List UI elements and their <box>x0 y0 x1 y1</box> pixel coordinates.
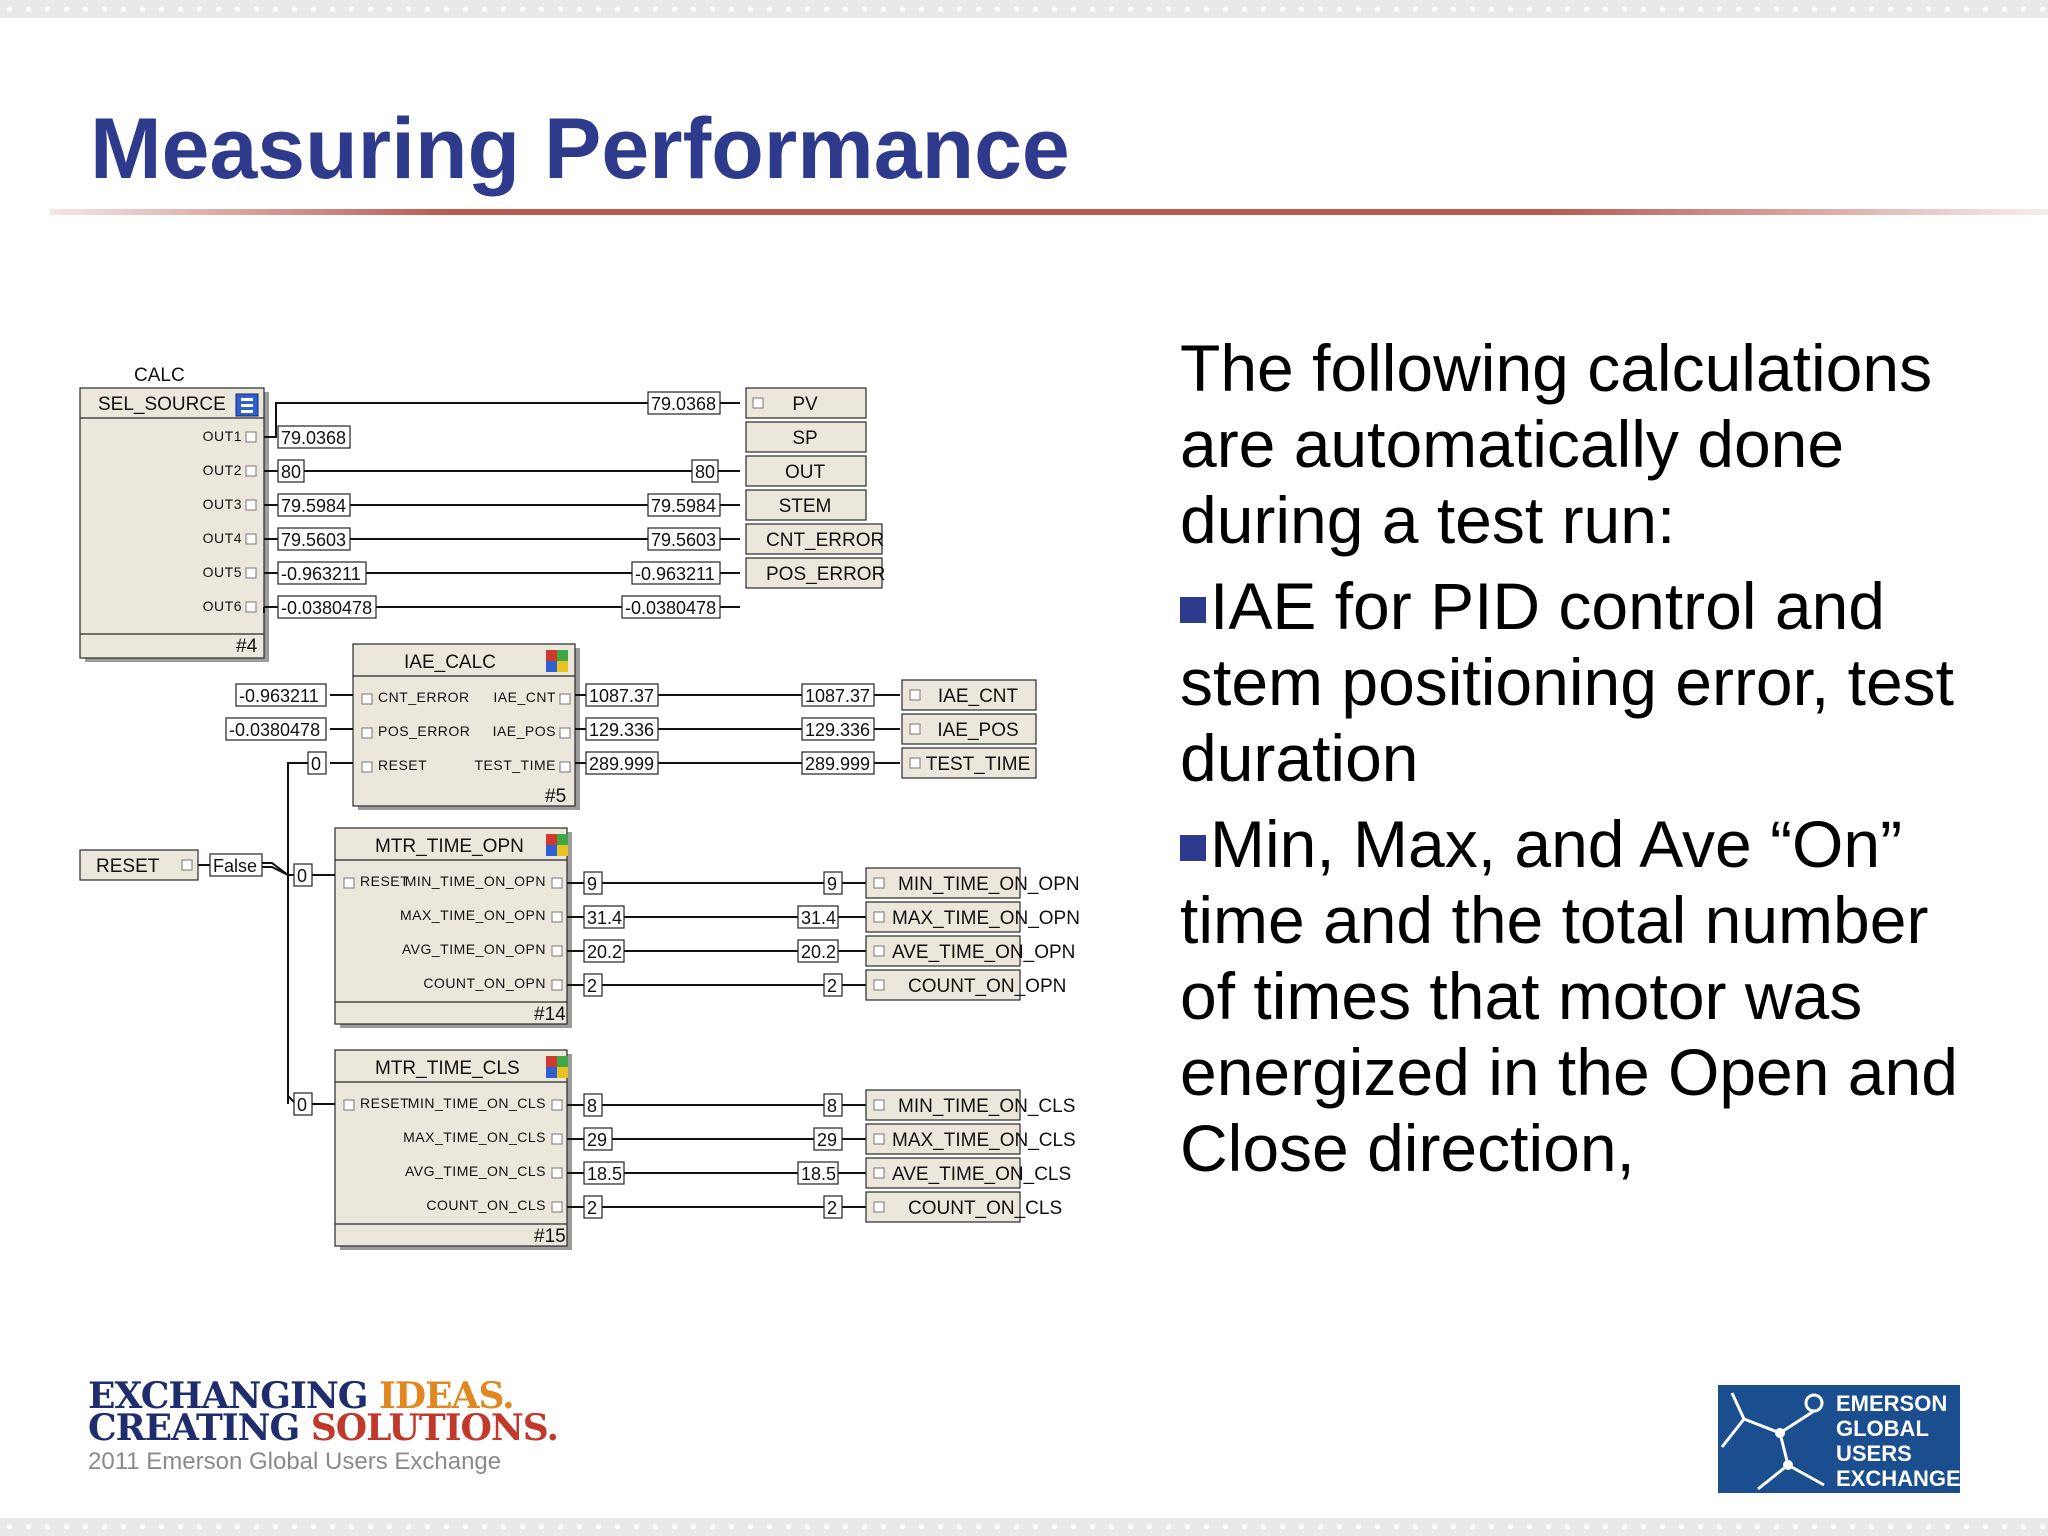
logo-line-2: CREATING SOLUTIONS. <box>88 1407 559 1449</box>
mtr-time-cls-name: MTR_TIME_CLS <box>375 1058 520 1079</box>
output-iae-pos-label: IAE_POS <box>937 720 1019 741</box>
ave-time-on-cls-value: 18.5 <box>801 1164 837 1184</box>
min-time-on-cls-value: 8 <box>827 1096 838 1116</box>
iae-in-pos-error-value: -0.0380478 <box>229 720 321 740</box>
mtr-cls-port-reset: RESET <box>360 1095 410 1111</box>
mtr-cls-min-value: 8 <box>587 1096 598 1116</box>
output-iae-cnt-label: IAE_CNT <box>937 686 1019 707</box>
conference-caption: 2011 Emerson Global Users Exchange <box>88 1448 502 1475</box>
bullet-text-panel <box>1180 330 2000 1196</box>
iae-in-reset-value: 0 <box>311 754 322 774</box>
output-pv-label: PV <box>792 394 818 415</box>
mtr-time-opn-name: MTR_TIME_OPN <box>375 836 524 857</box>
mtr-cls-port-avg: AVG_TIME_ON_CLS <box>404 1163 546 1179</box>
stem-value: 79.5603 <box>651 530 717 550</box>
mtr-time-cls-number: #15 <box>534 1226 566 1247</box>
output-stem-label: STEM <box>778 496 832 517</box>
max-time-on-cls-value: 29 <box>817 1130 838 1150</box>
iae-cnt-out-value: 1087.37 <box>805 686 871 706</box>
function-block-diagram <box>50 358 1100 1288</box>
iae-pos-value: 129.336 <box>589 720 655 740</box>
sp-value: 80 <box>695 462 716 482</box>
sel-source-name: SEL_SOURCE <box>98 394 226 415</box>
out2-value: 80 <box>281 462 302 482</box>
output-count-on-cls-label: COUNT_ON_CLS <box>908 1198 1063 1219</box>
output-pos-error-label: POS_ERROR <box>766 564 886 585</box>
mtr-opn-max-value: 31.4 <box>587 908 623 928</box>
mtr-cls-port-count: COUNT_ON_CLS <box>426 1197 546 1213</box>
iae-port-test-time: TEST_TIME <box>474 757 556 773</box>
output-sp-label: SP <box>792 428 818 449</box>
network-nodes-icon <box>1718 1385 1836 1493</box>
emerson-logo-text: EMERSON GLOBAL USERS EXCHANGE <box>1836 1391 1961 1491</box>
mtr-opn-port-max: MAX_TIME_ON_OPN <box>400 907 546 923</box>
output-cnt-error-label: CNT_ERROR <box>766 530 885 551</box>
pos-error-value: -0.0380478 <box>625 598 717 618</box>
mtr-cls-count-value: 2 <box>587 1198 598 1218</box>
reset-value: False <box>213 856 258 876</box>
puzzle-icon <box>546 834 568 856</box>
output-min-time-on-opn-label: MIN_TIME_ON_OPN <box>898 874 1080 895</box>
iae-port-iae-cnt: IAE_CNT <box>493 689 556 705</box>
mtr-cls-port-min: MIN_TIME_ON_CLS <box>407 1095 546 1111</box>
mtr-opn-port-avg: AVG_TIME_ON_OPN <box>401 941 546 957</box>
test-time-value: 289.999 <box>589 754 655 774</box>
iae-port-iae-pos: IAE_POS <box>492 723 556 739</box>
bullet-text: IAE for PID control and stem positioning error, test duration <box>1180 569 1955 795</box>
bullet-item <box>1180 568 2000 796</box>
bullet-square-icon <box>1180 597 1206 623</box>
output-test-time-label: TEST_TIME <box>925 754 1031 775</box>
sel-source-number: #4 <box>236 636 258 657</box>
mtr-time-opn-block[interactable] <box>335 828 567 1024</box>
exchanging-ideas-logo <box>88 1375 608 1480</box>
intro-paragraph: The following calculations are automatically done during a test run: <box>1180 331 1933 557</box>
port-out6: OUT6 <box>202 598 242 614</box>
mtr-cls-avg-value: 18.5 <box>587 1164 623 1184</box>
logo-line-1: EXCHANGING IDEAS. <box>88 1375 514 1417</box>
iae-port-reset: RESET <box>378 757 428 773</box>
output-min-time-on-cls-label: MIN_TIME_ON_CLS <box>898 1096 1076 1117</box>
bullet-item <box>1180 806 2000 1186</box>
output-max-time-on-opn-label: MAX_TIME_ON_OPN <box>892 908 1080 929</box>
bottom-dotted-border <box>0 1518 2048 1536</box>
ave-time-on-opn-value: 20.2 <box>801 942 837 962</box>
iae-cnt-value: 1087.37 <box>589 686 655 706</box>
block-type-icon <box>236 394 258 416</box>
iae-port-cnt-error: CNT_ERROR <box>378 689 470 705</box>
mtr-opn-port-count: COUNT_ON_OPN <box>423 975 546 991</box>
port-out4: OUT4 <box>202 530 242 546</box>
mtr-opn-count-value: 2 <box>587 976 598 996</box>
count-on-opn-value: 2 <box>827 976 838 996</box>
mtr-opn-min-value: 9 <box>587 874 598 894</box>
page-title: Measuring Performance <box>90 101 1070 197</box>
output-max-time-on-cls-label: MAX_TIME_ON_CLS <box>892 1130 1076 1151</box>
pv-value: 79.0368 <box>651 394 717 414</box>
mtr-cls-reset-value: 0 <box>297 1095 308 1115</box>
mtr-opn-port-min: MIN_TIME_ON_OPN <box>404 873 546 889</box>
top-dotted-border <box>0 0 2048 18</box>
port-out2: OUT2 <box>202 462 242 478</box>
output-ave-time-on-cls-label: AVE_TIME_ON_CLS <box>892 1164 1072 1185</box>
mtr-time-opn-number: #14 <box>534 1004 566 1025</box>
mtr-cls-port-max: MAX_TIME_ON_CLS <box>403 1129 546 1145</box>
mtr-opn-reset-value: 0 <box>297 866 308 886</box>
count-on-cls-value: 2 <box>827 1198 838 1218</box>
output-out-label: OUT <box>784 462 826 483</box>
puzzle-icon <box>546 1056 568 1078</box>
iae-port-pos-error: POS_ERROR <box>378 723 471 739</box>
out1-value: 79.0368 <box>281 428 347 448</box>
port-out3: OUT3 <box>202 496 242 512</box>
iae-pos-out-value: 129.336 <box>805 720 871 740</box>
out5-value: -0.963211 <box>281 564 361 584</box>
calc-caption: CALC <box>134 365 185 386</box>
bullet-square-icon <box>1180 835 1206 861</box>
min-time-on-opn-value: 9 <box>827 874 838 894</box>
max-time-on-opn-value: 31.4 <box>801 908 837 928</box>
output-ave-time-on-opn-label: AVE_TIME_ON_OPN <box>892 942 1076 963</box>
output-count-on-opn-label: COUNT_ON_OPN <box>908 976 1067 997</box>
mtr-opn-avg-value: 20.2 <box>587 942 623 962</box>
mtr-opn-port-reset: RESET <box>360 873 410 889</box>
bullet-text: Min, Max, and Ave “On” time and the total number of times that motor was energized in the Open and Close direction, <box>1180 807 1958 1185</box>
title-divider <box>50 209 2048 215</box>
out-value: 79.5984 <box>651 496 717 516</box>
reset-input-label: RESET <box>96 856 160 877</box>
port-out1: OUT1 <box>202 428 242 444</box>
iae-calc-name: IAE_CALC <box>404 652 496 673</box>
mtr-time-cls-block[interactable] <box>335 1050 567 1246</box>
out6-value: -0.0380478 <box>281 598 373 618</box>
emerson-global-users-exchange-logo <box>1718 1385 1960 1493</box>
out3-value: 79.5984 <box>281 496 347 516</box>
test-time-out-value: 289.999 <box>805 754 871 774</box>
iae-calc-number: #5 <box>545 786 567 807</box>
iae-in-cnt-error-value: -0.963211 <box>239 686 319 706</box>
puzzle-icon <box>546 650 568 672</box>
cnt-error-value: -0.963211 <box>635 564 715 584</box>
mtr-cls-max-value: 29 <box>587 1130 608 1150</box>
out4-value: 79.5603 <box>281 530 347 550</box>
port-out5: OUT5 <box>202 564 242 580</box>
